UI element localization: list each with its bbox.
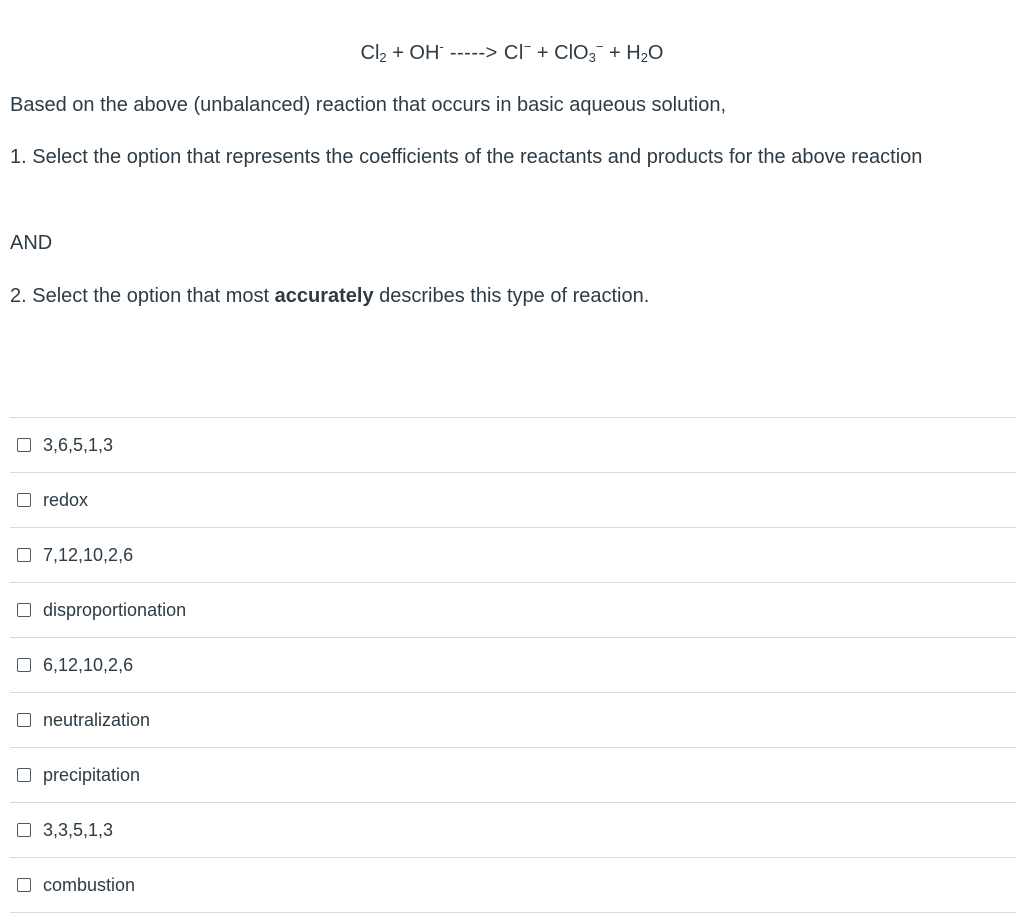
answer-option[interactable] <box>10 693 1016 748</box>
checkbox[interactable] <box>17 493 31 507</box>
answer-option[interactable] <box>10 528 1016 583</box>
eq-o: O <box>647 42 664 64</box>
eq-plus-h: + H <box>603 42 641 64</box>
answer-option-label: 3,6,5,1,3 <box>43 435 114 455</box>
answer-option[interactable] <box>10 858 1016 913</box>
answer-option[interactable] <box>10 638 1016 693</box>
answer-option[interactable] <box>10 418 1016 473</box>
checkbox[interactable] <box>17 438 31 452</box>
q2-text-bold: accurately <box>274 285 374 307</box>
eq-plus-oh: + OH <box>386 42 440 64</box>
answer-option-label: 3,3,5,1,3 <box>43 820 114 840</box>
checkbox[interactable] <box>17 823 31 837</box>
answer-option-label: precipitation <box>43 765 141 785</box>
eq-cl-subscript: 2 <box>379 50 387 65</box>
eq-plus-clo: + ClO <box>531 42 589 64</box>
eq-clo-superscript: − <box>595 39 604 54</box>
answer-option-label: combustion <box>43 875 136 895</box>
question-part-1: 1. Select the option that represents the coefficients of the reactants and products for the above reaction <box>10 146 923 168</box>
question-part-2 <box>10 279 994 313</box>
eq-oh-superscript: - <box>439 39 444 54</box>
answer-option[interactable] <box>10 748 1016 803</box>
checkbox[interactable] <box>17 658 31 672</box>
eq-arrow-cl: -----> Cl <box>443 42 524 64</box>
checkbox[interactable] <box>17 878 31 892</box>
checkbox[interactable] <box>17 768 31 782</box>
eq-h-subscript: 2 <box>640 50 648 65</box>
eq-cl: Cl <box>360 42 380 64</box>
answer-option[interactable] <box>10 473 1016 528</box>
checkbox[interactable] <box>17 713 31 727</box>
answer-option[interactable] <box>10 583 1016 638</box>
reaction-equation <box>0 40 1024 66</box>
q2-text-end: describes this type of reaction. <box>373 285 650 307</box>
answer-options <box>10 417 1016 913</box>
answer-option-label: redox <box>43 490 89 510</box>
answer-option-label: neutralization <box>43 710 151 730</box>
checkbox[interactable] <box>17 548 31 562</box>
eq-clo-subscript: 3 <box>588 50 596 65</box>
eq-cl-minus-superscript: − <box>523 39 532 54</box>
answer-option-label: 6,12,10,2,6 <box>43 655 134 675</box>
answer-option-label: disproportionation <box>43 600 187 620</box>
answer-option[interactable] <box>10 803 1016 858</box>
q2-text-start: 2. Select the option that most <box>10 285 275 307</box>
question-intro: Based on the above (unbalanced) reaction that occurs in basic aqueous solution, <box>10 94 727 116</box>
checkbox[interactable] <box>17 603 31 617</box>
question-and: AND <box>10 232 53 254</box>
answer-option-label: 7,12,10,2,6 <box>43 545 134 565</box>
